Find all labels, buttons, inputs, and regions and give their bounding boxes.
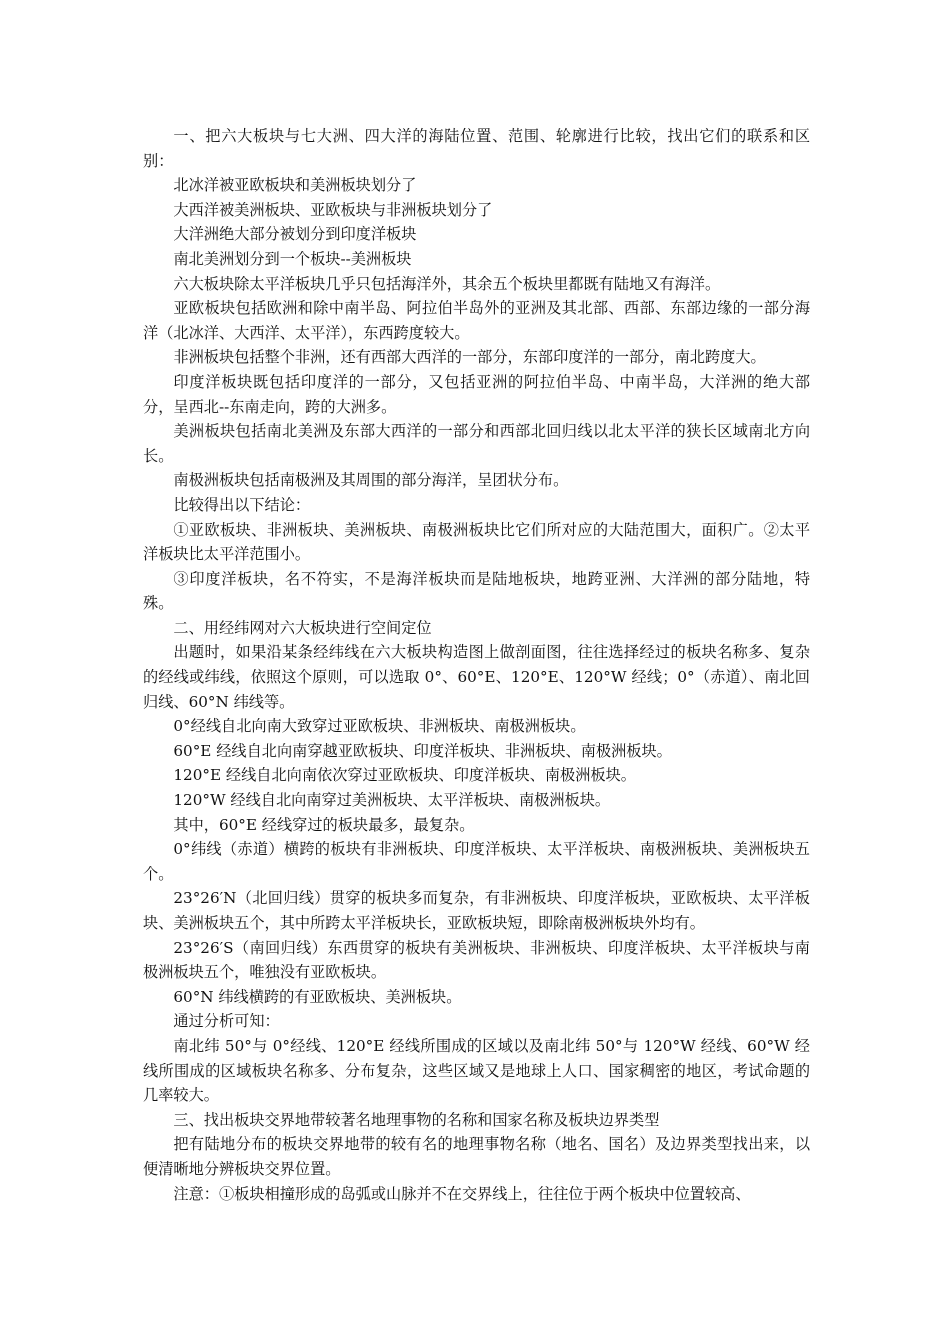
paragraph-22: 0°纬线（赤道）横跨的板块有非洲板块、印度洋板块、太平洋板块、南极洲板块、美洲板块五个。 bbox=[143, 840, 810, 883]
paragraph-4: 大洋洲绝大部分被划分到印度洋板块 bbox=[173, 225, 417, 244]
paragraph-14: ③印度洋板块，名不符实，不是海洋板块而是陆地板块，地跨亚洲、大洋洲的部分陆地，特殊。 bbox=[143, 569, 810, 613]
paragraph-1: 一、把六大板块与七大洲、四大洋的海陆位置、范围、轮廓进行比较，找出它们的联系和区别： bbox=[143, 127, 810, 170]
paragraph-24: 23°26′S（南回归线）东西贯穿的板块有美洲板块、非洲板块、印度洋板块、太平洋板块与南极洲板块五个，唯独没有亚欧板块。 bbox=[143, 938, 810, 982]
paragraph-9: 印度洋板块既包括印度洋的一部分，又包括亚洲的阿拉伯半岛、中南半岛，大洋洲的绝大部分，呈西北--东南走向，跨的大洲多。 bbox=[143, 372, 810, 416]
paragraph-11: 南极洲板块包括南极洲及其周围的部分海洋，呈团状分布。 bbox=[173, 471, 569, 490]
paragraph-17: 0°经线自北向南大致穿过亚欧板块、非洲板块、南极洲板块。 bbox=[173, 717, 586, 736]
paragraph-3: 大西洋被美洲板块、亚欧板块与非洲板块划分了 bbox=[173, 200, 493, 219]
paragraph-21: 其中，60°E 经线穿过的板块最多，最复杂。 bbox=[173, 815, 475, 834]
paragraph-30: 注意：①板块相撞形成的岛弧或山脉并不在交界线上，往往位于两个板块中位置较高、 bbox=[173, 1184, 751, 1203]
paragraph-19: 120°E 经线自北向南依次穿过亚欧板块、印度洋板块、南极洲板块。 bbox=[173, 766, 636, 785]
paragraph-27: 南北纬 50°与 0°经线、120°E 经线所围成的区域以及南北纬 50°与 120°W 经线、60°W 经线所围成的区域板块名称多、分布复杂，这些区域又是地球上人口、国家稠密的地区，考试命题的几率较大。 bbox=[143, 1036, 810, 1105]
paragraph-16: 出题时，如果沿某条经纬线在六大板块构造图上做剖面图，往往选择经过的板块名称多、复杂的经线或纬线，依照这个原则，可以选取 0°、60°E、120°E、120°W 经线；0°（赤道）、南北回归线、60°N 纬线等。 bbox=[143, 643, 810, 711]
document-body bbox=[143, 124, 810, 1206]
paragraph-28: 三、找出板块交界地带较著名地理事物的名称和国家名称及板块边界类型 bbox=[173, 1110, 660, 1129]
paragraph-26: 通过分析可知： bbox=[173, 1012, 280, 1031]
paragraph-5: 南北美洲划分到一个板块--美洲板块 bbox=[173, 249, 412, 268]
paragraph-8: 非洲板块包括整个非洲，还有西部大西洋的一部分，东部印度洋的一部分，南北跨度大。 bbox=[173, 348, 766, 367]
paragraph-13: ①亚欧板块、非洲板块、美洲板块、南极洲板块比它们所对应的大陆范围大，面积广。②太平洋板块比太平洋范围小。 bbox=[143, 520, 810, 564]
paragraph-7: 亚欧板块包括欧洲和除中南半岛、阿拉伯半岛外的亚洲及其北部、西部、东部边缘的一部分海洋（北冰洋、大西洋、太平洋），东西跨度较大。 bbox=[143, 299, 810, 342]
paragraph-29: 把有陆地分布的板块交界地带的较有名的地理事物名称（地名、国名）及边界类型找出来，以便清晰地分辨板块交界位置。 bbox=[143, 1135, 810, 1178]
paragraph-2: 北冰洋被亚欧板块和美洲板块划分了 bbox=[173, 176, 417, 195]
paragraph-15: 二、用经纬网对六大板块进行空间定位 bbox=[173, 618, 432, 637]
paragraph-25: 60°N 纬线横跨的有亚欧板块、美洲板块。 bbox=[173, 987, 462, 1006]
paragraph-12: 比较得出以下结论： bbox=[173, 495, 311, 514]
paragraph-6: 六大板块除太平洋板块几乎只包括海洋外，其余五个板块里都既有陆地又有海洋。 bbox=[173, 274, 721, 293]
paragraph-23: 23°26′N（北回归线）贯穿的板块多而复杂，有非洲板块、印度洋板块，亚欧板块、太平洋板块、美洲板块五个，其中所跨太平洋板块长，亚欧板块短，即除南极洲板块外均有。 bbox=[143, 889, 810, 932]
paragraph-18: 60°E 经线自北向南穿越亚欧板块、印度洋板块、非洲板块、南极洲板块。 bbox=[173, 741, 672, 760]
paragraph-20: 120°W 经线自北向南穿过美洲板块、太平洋板块、南极洲板块。 bbox=[173, 791, 611, 810]
paragraph-10: 美洲板块包括南北美洲及东部大西洋的一部分和西部北回归线以北太平洋的狭长区域南北方向长。 bbox=[143, 422, 810, 465]
